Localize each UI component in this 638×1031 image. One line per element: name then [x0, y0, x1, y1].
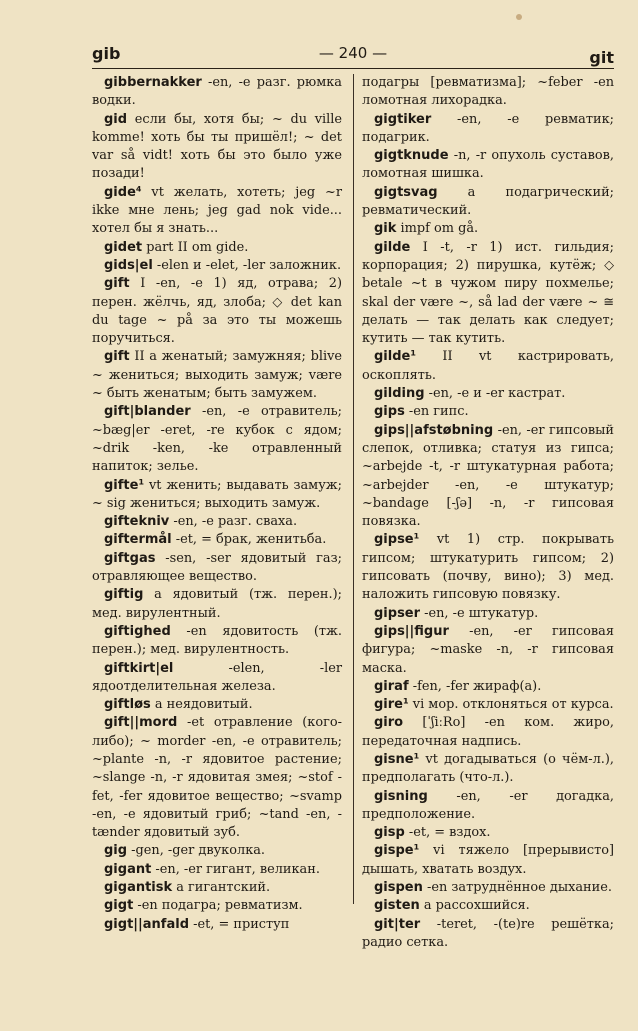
entry-definition: -et отравление (кого-либо); ~ morder -en, -e отравитель; ~plante -n, -r ядовитое растение; ~slange -n, -r ядовитая змея; ~stof -fet, -fer ядовитое вещество; ~svamp -en, -e ядовитый гриб; ~tand -en, -tænder ядовитый зуб.: [92, 715, 342, 841]
header-left-word: gib: [92, 44, 121, 63]
entry-definition: подагры [ревматизма]; ~feber -en ломотная лихорадка.: [362, 75, 614, 109]
dictionary-entry: [362, 422, 614, 532]
entry-definition: II vt кастрировать, оскоплять.: [362, 349, 614, 383]
entry-headword: gigtiker: [374, 111, 432, 127]
dictionary-entry: [92, 861, 342, 879]
entry-headword: gid: [104, 111, 128, 127]
entry-definition: -en, -er гипсовая фигура; ~maske -n, -r гипсовая маска.: [362, 623, 614, 676]
dictionary-entry: [92, 660, 342, 697]
entry-headword: gibbernakker: [104, 75, 202, 90]
entry-definition: I -en, -e 1) яд, отрава; 2) перен. жёлчь, яд, злоба; ◇ det kan du tage ~ på за это ты можешь поручиться.: [92, 276, 342, 347]
dictionary-entry: [362, 531, 614, 604]
dictionary-entry: [362, 678, 614, 696]
dictionary-entry: [92, 257, 342, 275]
entry-definition: vt 1) стр. покрывать гипсом; штукатурить гипсом; 2) гипсовать (почву, вино); 3) мед. наложить гипсовую повязку.: [362, 532, 614, 603]
entry-definition: -en, -e штукатур.: [420, 605, 539, 621]
entry-headword: gig: [104, 843, 128, 859]
entry-headword: gipser: [374, 605, 421, 621]
entry-headword: gigt||anfald: [104, 916, 189, 932]
entry-headword: giftløs: [104, 697, 151, 713]
dictionary-entry: [362, 74, 614, 111]
entry-definition: -sen, -ser ядовитый газ; отравляющее вещество.: [92, 550, 342, 585]
entry-definition: impf om gå.: [396, 221, 479, 237]
entry-headword: gigt: [104, 898, 134, 914]
entry-definition: vt догадываться (о чём-л.), предполагать (что-л.).: [362, 751, 614, 786]
dictionary-entry: [362, 623, 614, 678]
dictionary-entry: [92, 586, 342, 623]
dictionary-entry: [92, 842, 342, 860]
dictionary-entry: [92, 403, 342, 476]
right-column: [362, 74, 614, 952]
entry-headword: gips||figur: [374, 623, 449, 639]
entry-headword: giftekniv: [104, 514, 170, 530]
entry-headword: gips: [374, 404, 405, 420]
dictionary-entry: [92, 184, 342, 239]
entry-headword: gifte¹: [104, 477, 145, 493]
entry-definition: part II om gide.: [142, 239, 249, 255]
entry-definition: -elen, -ler ядоотделительная железа.: [92, 660, 342, 694]
left-column: [92, 74, 342, 934]
entry-definition: -en гипс.: [404, 404, 469, 420]
entry-headword: giftighed: [104, 623, 171, 639]
dictionary-entry: [362, 403, 614, 421]
column-divider: [353, 74, 354, 904]
entry-definition: a ядовитый (тж. перен.); мед. вирулентный.: [92, 587, 342, 621]
dictionary-entry: [92, 916, 342, 934]
dictionary-entry: [92, 897, 342, 915]
entry-headword: gidet: [104, 239, 143, 255]
entry-headword: gigtsvag: [374, 184, 438, 200]
entry-definition: -en затруднённое дыхание.: [422, 880, 612, 896]
entry-headword: gispen: [374, 880, 423, 896]
dictionary-entry: [362, 111, 614, 148]
header-rule: [92, 68, 614, 69]
entry-headword: gilding: [374, 386, 425, 402]
entry-headword: gips||afstøbning: [374, 422, 494, 438]
entry-definition: II a женатый; замужняя; blive ~ жениться; выходить замуж; være ~ быть женатым; быть замужем.: [92, 349, 342, 402]
dictionary-entry: [362, 879, 614, 897]
dictionary-entry: [362, 897, 614, 915]
dictionary-entry: [362, 184, 614, 221]
entry-definition: -en подагра; ревматизм.: [133, 898, 303, 914]
entry-headword: giftgas: [104, 550, 156, 566]
entry-definition: -en, -e разг. сваха.: [169, 514, 298, 530]
paper-stain: [516, 14, 522, 20]
entry-headword: gids|el: [104, 257, 153, 273]
entry-definition: -en, -e и -er кастрат.: [424, 386, 566, 402]
entry-definition: vt желать, хотеть; jeg ~r ikke мне лень; jeg gad nok vide... хотел бы я знать...: [92, 184, 342, 237]
dictionary-entry: [362, 714, 614, 751]
entry-headword: gispe¹: [374, 843, 420, 859]
entry-headword: gisten: [374, 898, 420, 914]
dictionary-entry: [92, 513, 342, 531]
dictionary-entry: [92, 879, 342, 897]
entry-definition: -en, -e отравитель; ~bæg|er -eret, -re кубок с ядом; ~drik -ken, -ke отравленный напиток; зелье.: [92, 404, 342, 475]
entry-headword: gisning: [374, 788, 428, 804]
entry-headword: gift||mord: [104, 715, 178, 731]
entry-definition: a подагрический; ревматический.: [362, 184, 614, 219]
dictionary-entry: [362, 696, 614, 714]
dictionary-entry: [362, 842, 614, 879]
entry-definition: vi тяжело [прерывисто] дышать, хватать воздух.: [362, 843, 614, 877]
entry-headword: gipse¹: [374, 532, 420, 548]
entry-definition: a неядовитый.: [150, 697, 253, 713]
entry-headword: gire¹: [374, 697, 409, 713]
dictionary-entry: [92, 714, 342, 842]
entry-headword: git|ter: [374, 916, 421, 932]
dictionary-entry: [92, 531, 342, 549]
entry-headword: gift: [104, 276, 130, 292]
entry-headword: gigantisk: [104, 880, 173, 896]
running-header: [92, 44, 614, 66]
entry-headword: gisne¹: [374, 751, 420, 767]
dictionary-entry: [362, 751, 614, 788]
entry-headword: giftig: [104, 587, 144, 603]
entry-definition: -en ядовитость (тж. перен.); мед. вирулентность.: [92, 623, 342, 658]
entry-definition: -en, -e ревматик; подагрик.: [362, 111, 614, 145]
entry-definition: -en, -er гигант, великан.: [151, 861, 320, 877]
entry-definition: a рассохшийся.: [419, 898, 530, 914]
entry-definition: a гигантский.: [172, 880, 271, 896]
dictionary-entry: [92, 275, 342, 348]
dictionary-entry: [362, 147, 614, 184]
entry-definition: vt женить; выдавать замуж; ~ sig жениться; выходить замуж.: [92, 477, 342, 511]
entry-headword: giraf: [374, 678, 409, 694]
entry-headword: gift: [104, 349, 130, 365]
entry-definition: -fen, -fer жираф(а).: [408, 678, 542, 694]
entry-definition: -et, = приступ: [189, 916, 290, 932]
entry-headword: gilde: [374, 239, 411, 255]
dictionary-entry: [92, 239, 342, 257]
dictionary-entry: [362, 220, 614, 238]
dictionary-entry: [92, 477, 342, 514]
dictionary-entry: [362, 385, 614, 403]
entry-definition: -en, -e разг. рюмка водки.: [92, 75, 342, 109]
entry-headword: gisp: [374, 825, 405, 841]
header-right-word: git: [589, 48, 614, 67]
entry-headword: gigant: [104, 861, 152, 877]
dictionary-entry: [362, 824, 614, 842]
dictionary-entry: [362, 605, 614, 623]
dictionary-entry: [362, 916, 614, 953]
entry-definition: -elen и -elet, -ler заложник.: [152, 257, 342, 273]
entry-headword: giftkirt|el: [104, 660, 174, 676]
entry-headword: gilde¹: [374, 349, 417, 365]
page-number: — 240 —: [318, 44, 388, 62]
entry-headword: giro: [374, 715, 404, 731]
entry-headword: gigtknude: [374, 148, 449, 164]
entry-definition: -teret, -(te)re решётка; радио сетка.: [362, 916, 614, 950]
dictionary-entry: [362, 788, 614, 825]
entry-definition: vi мор. отклоняться от курса.: [408, 697, 614, 713]
dictionary-entry: [362, 348, 614, 385]
entry-headword: gide⁴: [104, 184, 142, 200]
entry-definition: -et, = брак, женитьба.: [171, 532, 327, 548]
entry-definition: -n, -r опухоль суставов, ломотная шишка.: [362, 148, 614, 182]
entry-definition: -et, = вздох.: [404, 825, 491, 841]
dictionary-entry: [92, 348, 342, 403]
dictionary-entry: [92, 550, 342, 587]
entry-definition: -en, -er гипсовый слепок, отливка; статуя из гипса; ~arbejde -t, -r штукатурная работа; ~arbejder -en, -e штукатур; ~bandage [-ʃə] -n, -r гипсовая повязка.: [362, 422, 614, 530]
entry-definition: I -t, -r 1) ист. гильдия; корпорация; 2) пирушка, кутёж; ◇ betale ~t в чужом пиру похмелье; skal der være ~, så lad der være ~ ≅ делать — так делать как следует; кутить — так кутить.: [362, 239, 614, 347]
dictionary-entry: [92, 111, 342, 184]
entry-definition: -gen, -ger двуколка.: [127, 843, 266, 859]
dictionary-entry: [362, 239, 614, 349]
entry-headword: gift|blander: [104, 404, 191, 420]
dictionary-entry: [92, 696, 342, 714]
entry-headword: gik: [374, 221, 397, 237]
entry-definition: если бы, хотя бы; ~ du ville komme! хоть бы ты пришёл!; ~ det var så vidt! хоть бы это было уже позади!: [92, 111, 342, 182]
dictionary-entry: [92, 623, 342, 660]
entry-definition: [ˈʃiːRo] -en ком. жиро, передаточная надпись.: [362, 715, 614, 749]
entry-headword: giftermål: [104, 532, 172, 548]
entry-definition: -en, -er догадка, предположение.: [362, 788, 614, 822]
dictionary-entry: [92, 74, 342, 111]
